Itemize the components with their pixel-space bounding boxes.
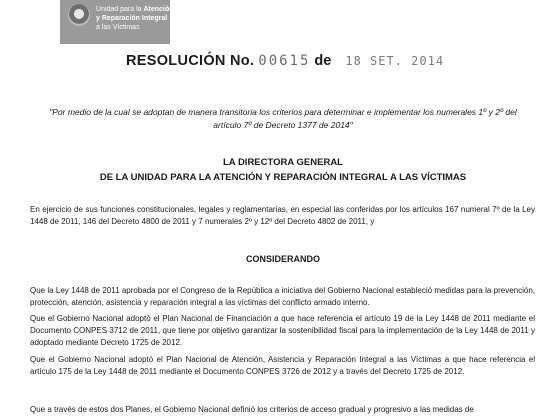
resolution-subject: "Por medio de la cual se adoptan de manera transitoria los criterios para determinar e implementar los numerales 1º y 2º del artículo 7º de Decreto 1377 de 2014" <box>49 107 517 130</box>
logo-text-line-1: Unidad para la Atención <box>96 6 174 13</box>
agency-logo <box>60 0 174 44</box>
authority-entity: DE LA UNIDAD PARA LA ATENCIÓN Y REPARACIÓN INTEGRAL A LAS VÍCTIMAS <box>99 172 467 183</box>
issuing-authority <box>36 155 530 185</box>
powers-paragraph: En ejercicio de sus funciones constitucionales, legales y reglamentarias, en especial las conferidas por los artículos 167 numeral 7º de la Ley 1448 de 2011, 146 del Decreto 4800 de 2011 y 7 numerales 2º y 12º del Decreto 4802 de 2011, y <box>30 205 535 226</box>
resolution-number: 00615 <box>258 53 311 69</box>
resolution-label: RESOLUCIÓN No. <box>126 53 255 69</box>
consideration-paragraph: Que el Gobierno Nacional adoptó el Plan Nacional de Atención, Asistencia y Reparación Integral a las Víctimas a que hace referencia el artículo 175 de la Ley 1448 de 2011 mediante el Documento CONPES 3726 de 2012 y a través del Decreto 1725 de 2012. <box>30 355 535 376</box>
considerando-heading: CONSIDERANDO <box>245 254 320 264</box>
consideration-paragraph: Que el Gobierno Nacional adoptó el Plan Nacional de Financiación a que hace referencia el artículo 19 de la Ley 1448 de 2011 mediante el Documento CONPES 3712 de 2011, que tiene por objetivo garantizar la sostenibilidad fiscal para la implementación de la Ley 1448 de 2011 y adoptado mediante Decreto 1725 de 2012. <box>30 314 535 347</box>
logo-text-line-3: a las Víctimas <box>96 24 140 31</box>
resolution-title <box>126 52 444 72</box>
consideration-paragraph: Que la Ley 1448 de 2011 aprobada por el Congreso de la República a iniciativa del Gobierno Nacional estableció medidas para la prevención, protección, atención, asistencia y reparación integral a las víctimas del conflicto armado interno. <box>30 286 535 307</box>
resolution-de: de <box>314 53 332 69</box>
coat-of-arms-icon <box>68 4 90 26</box>
date-stamp: 18 SET. 2014 <box>345 54 445 68</box>
consideration-paragraph: Que a través de estos dos Planes, el Gobierno Nacional definió los criterios de acceso gradual y progresivo a las medidas de <box>30 405 474 414</box>
authority-title: LA DIRECTORA GENERAL <box>223 157 343 168</box>
logo-text-line-2: y Reparación Integral <box>96 15 168 22</box>
